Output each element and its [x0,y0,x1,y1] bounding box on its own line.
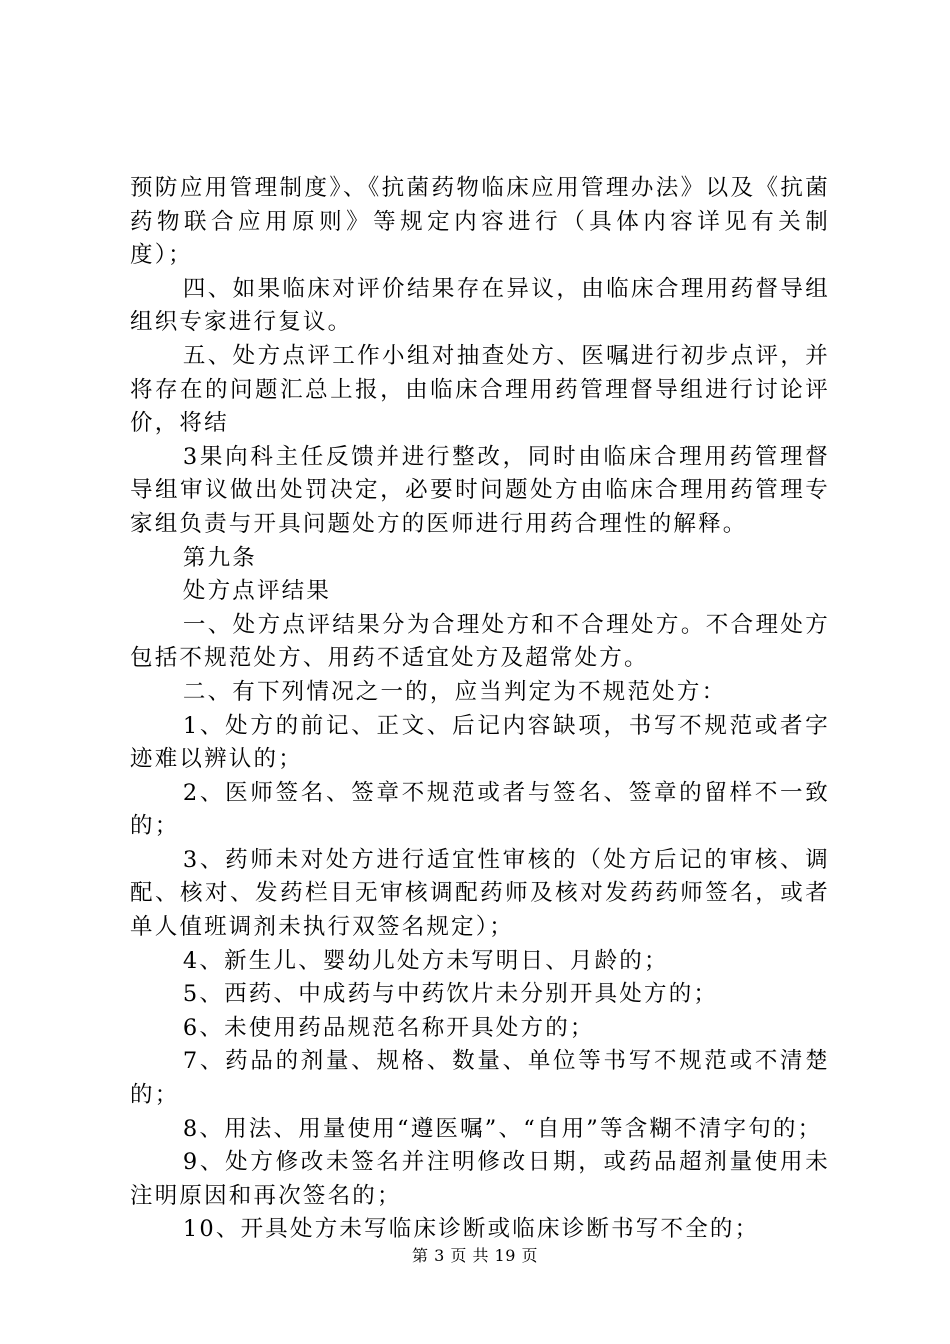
article-title: 处方点评结果 [182,578,332,605]
list-item: 7、药品的剂量、规格、数量、单位等书写不规范或不清楚的； [130,1048,830,1109]
list-item: 1、处方的前记、正文、后记内容缺项，书写不规范或者字迹难以辨认的； [130,712,830,773]
list-item: 6、未使用药品规范名称开具处方的； [182,1014,595,1041]
list-item: 8、用法、用量使用“遵医嘱”、“自用”等含糊不清字句的； [182,1115,823,1142]
paragraph-item-four: 四、如果临床对评价结果存在异议，由临床合理用药督导组组织专家进行复议。 [130,275,830,336]
list-item: 4、新生儿、婴幼儿处方未写明日、月龄的； [182,947,669,974]
article-heading: 第九条 [182,544,257,571]
list-item: 9、处方修改未签名并注明修改日期，或药品超剂量使用未注明原因和再次签名的； [130,1149,830,1209]
paragraph-continuation: 预防应用管理制度》、《抗菌药物临床应用管理办法》以及《抗菌药物联合应用原则》等规定内容进行（具体内容详见有关制度）； [130,175,830,269]
list-item: 2、医师签名、签章不规范或者与签名、签章的留样不一致的； [130,779,830,840]
paragraph-item-five-continued: 3果向科主任反馈并进行整改，同时由临床合理用药管理督导组审议做出处罚决定，必要时问题处方由临床合理用药管理专家组负责与开具问题处方的医师进行用药合理性的解释。 [130,443,830,537]
paragraph-result-two: 二、有下列情况之一的，应当判定为不规范处方： [182,678,727,705]
list-item: 3、药师未对处方进行适宜性审核的（处方后记的审核、调配、核对、发药栏目无审核调配药师及核对发药药师签名，或者单人值班调剂未执行双签名规定）； [130,846,830,941]
paragraph-item-five: 五、处方点评工作小组对抽查处方、医嘱进行初步点评，并将存在的问题汇总上报，由临床合理用药管理督导组进行讨论评价，将结 [130,342,830,437]
paragraph-result-one: 一、处方点评结果分为合理处方和不合理处方。不合理处方包括不规范处方、用药不适宜处方及超常处方。 [130,611,830,672]
list-item: 5、西药、中成药与中药饮片未分别开具处方的； [182,981,719,1008]
list-item: 10、开具处方未写临床诊断或临床诊断书写不全的； [182,1216,760,1243]
page-number-footer: 第 3 页 共 19 页 [412,1246,538,1265]
document-body [130,172,830,1247]
